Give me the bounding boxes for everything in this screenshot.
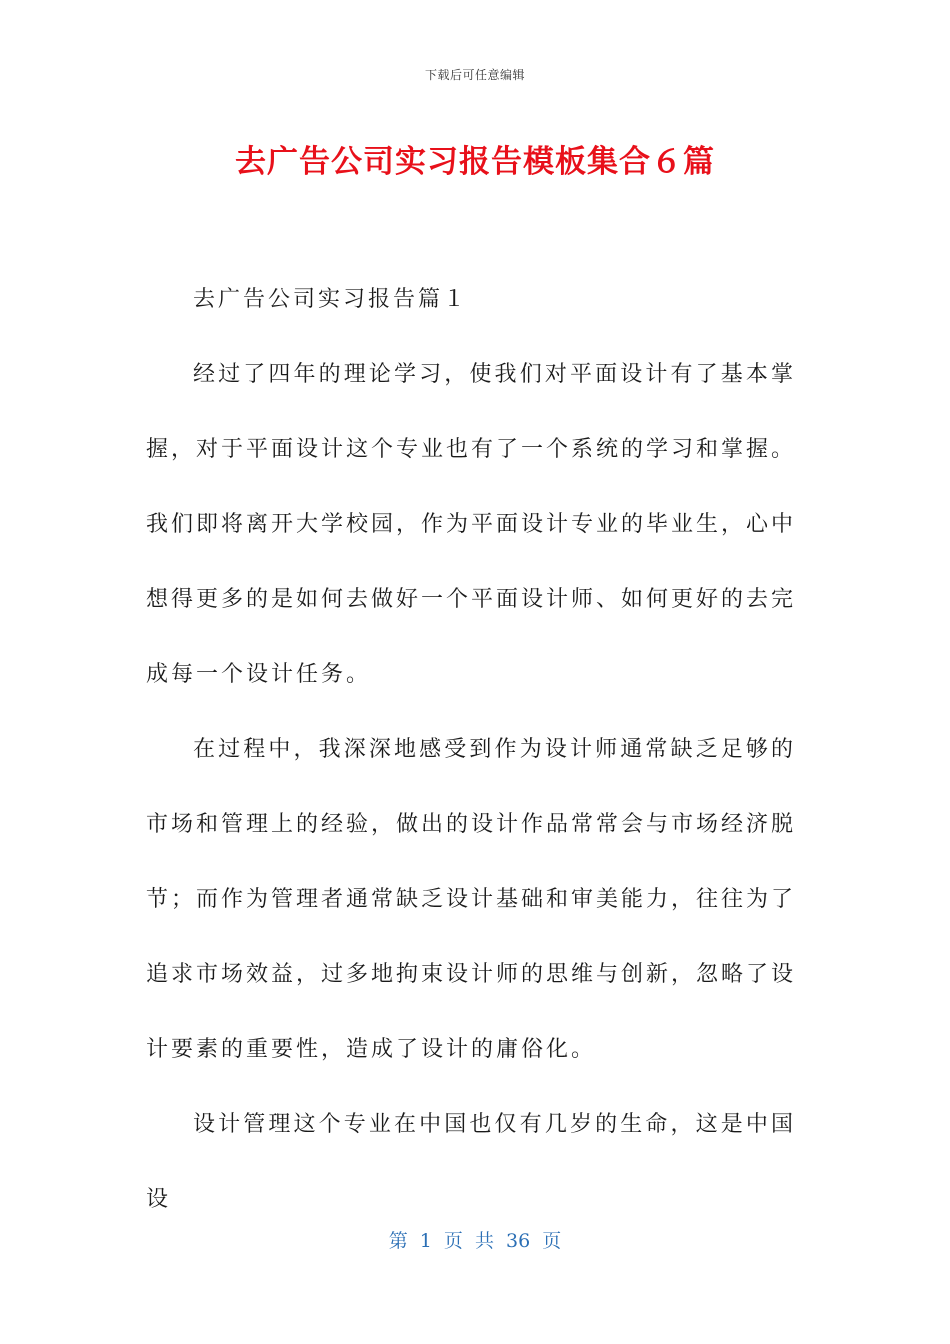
page-number-footer: 第 1 页 共 36 页 [388,1230,562,1252]
paragraph-2: 在过程中，我深深地感受到作为设计师通常缺乏足够的市场和管理上的经验，做出的设计作品常常会与市场经济脱节；而作为管理者通常缺乏设计基础和审美能力，往往为了追求市场效益，过多地拘束设计师的思维与创新，忽略了设计要素的重要性，造成了设计的庸俗化。 [146,737,797,1062]
document-body [146,262,796,1237]
paragraph-3: 设计管理这个专业在中国也仅有几岁的生命，这是中国设 [146,1112,796,1212]
section-heading: 去广告公司实习报告篇１ [193,287,469,312]
document-title: 去广告公司实习报告模板集合６篇 [235,144,715,180]
header-note: 下载后可任意编辑 [424,68,525,82]
paragraph-1: 经过了四年的理论学习，使我们对平面设计有了基本掌握，对于平面设计这个专业也有了一个系统的学习和掌握。我们即将离开大学校园，作为平面设计专业的毕业生，心中想得更多的是如何去做好一个平面设计师、如何更好的去完成每一个设计任务。 [146,362,797,687]
